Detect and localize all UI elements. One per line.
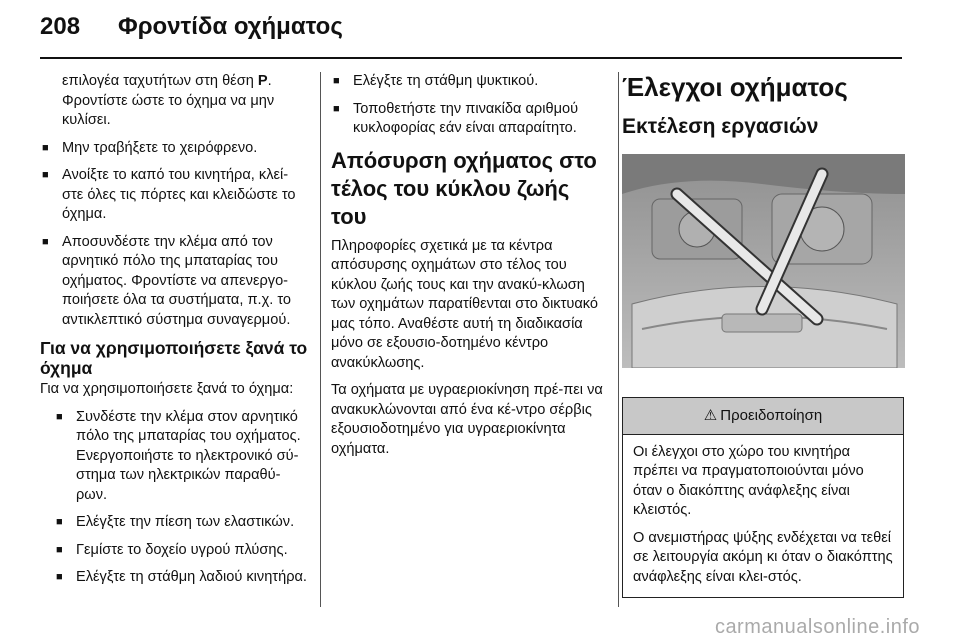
continued-text: επιλογέα ταχυτήτων στη θέση P. Φροντίστε ώστε το όχημα να μην κυλίσει. <box>62 73 275 128</box>
column-3 <box>622 72 907 598</box>
column-divider-1 <box>320 72 321 607</box>
column-2 <box>331 72 607 467</box>
page-number: 208 <box>40 13 81 40</box>
section-heading: Για να χρησιμοποιήσετε ξανά το όχημα <box>40 338 308 378</box>
bullet-icon: ■ <box>42 169 49 181</box>
list-item: ■ Ελέγξτε την πίεση των ελαστικών. <box>54 513 308 533</box>
bullet-icon: ■ <box>333 75 340 87</box>
header-rule <box>40 57 902 59</box>
page-header <box>0 0 960 60</box>
list-item: ■ Τοποθετήστε την πινακίδα αριθμού κυκλοφορίας εάν είναι απαραίτητο. <box>333 100 579 136</box>
bullet-icon: ■ <box>56 516 63 528</box>
warning-header <box>623 398 903 435</box>
warning-paragraph: Οι έλεγχοι στο χώρο του κινητήρα πρέπει να πραγματοποιούνται μόνο όταν ο διακόπτης ανάφλεξης είναι κλειστός. <box>633 443 864 518</box>
chapter-heading: Έλεγχοι οχήματος <box>622 72 848 102</box>
list-item: ■ Ελέγξτε τη στάθμη ψυκτικού. <box>331 72 607 92</box>
bullet-icon: ■ <box>42 141 49 154</box>
engine-bay-illustration <box>622 154 905 368</box>
warning-title: Προειδοποίηση <box>720 406 823 424</box>
list-item: ■ Συνδέστε την κλέμα στον αρνητικό πόλο της μπαταρίας του οχήματος. Ενεργοποιήστε το ηλεκτρονικό σύ-στημα των ηλεκτρικών παραθύ-ρων. <box>56 408 301 503</box>
watermark: carmanualsonline.info <box>714 616 920 638</box>
list-item: ■ Μην τραβήξετε το χειρόφρενο. <box>40 139 308 159</box>
list-item: ■ Ελέγξτε τη στάθμη λαδιού κινητήρα. <box>54 568 308 588</box>
section-heading: Απόσυρση οχήματος στο τέλος του κύκλου ζωής του <box>331 147 597 229</box>
page-title: Φροντίδα οχήματος <box>118 13 343 40</box>
column-divider-2 <box>618 72 619 607</box>
paragraph: Πληροφορίες σχετικά με τα κέντρα απόσυρσης οχημάτων στο τέλος του κύκλου ζωής τους και την ανακύ-κλωση των οχημάτων παρατίθενται στο δικτυακό μας τόπο. Αναθέστε αυτή τη διαδικασία μόνο σε εξουσιο-δοτημένο κέντρο ανακύκλωσης. <box>331 237 599 371</box>
list-item: ■ Γεμίστε το δοχείο υγρού πλύσης. <box>54 541 308 561</box>
instruction-list <box>331 72 607 139</box>
warning-triangle-icon: ⚠ <box>703 406 718 424</box>
bullet-icon: ■ <box>42 235 49 248</box>
warning-paragraph: Ο ανεμιστήρας ψύξης ενδέχεται να τεθεί σε λειτουργία ακόμη κι όταν ο διακόπτης ανάφλεξης είναι κλει-στός. <box>633 529 893 585</box>
bullet-icon: ■ <box>56 543 63 556</box>
subsection-heading: Εκτέλεση εργασιών <box>622 115 819 138</box>
bullet-icon: ■ <box>56 571 63 583</box>
instruction-list <box>40 139 308 331</box>
paragraph: Τα οχήματα με υγραεριοκίνηση πρέ-πει να ανακυκλώνονται από ένα κέ-ντρο σέρβις εξουσιοδοτημένο για υγραεριοκίνητα οχήματα. <box>331 382 603 457</box>
intro-text: Για να χρησιμοποιήσετε ξανά το όχημα: <box>40 381 294 397</box>
bullet-icon: ■ <box>333 102 340 115</box>
bullet-icon: ■ <box>56 410 63 423</box>
instruction-list <box>40 408 308 588</box>
column-1 <box>40 72 308 596</box>
list-item: ■ Ανοίξτε το καπό του κινητήρα, κλεί-στε όλες τις πόρτες και κλειδώστε το όχημα. <box>42 167 296 222</box>
list-item: ■ Αποσυνδέστε την κλέμα από τον αρνητικό πόλο της μπαταρίας του οχήματος. Φροντίστε να απενεργο-ποιήσετε όλα τα συστήματα, π.χ. το αντικλεπτικό σύστημα συναγερμού. <box>42 233 292 328</box>
warning-body <box>623 435 903 598</box>
warning-box <box>622 397 904 599</box>
